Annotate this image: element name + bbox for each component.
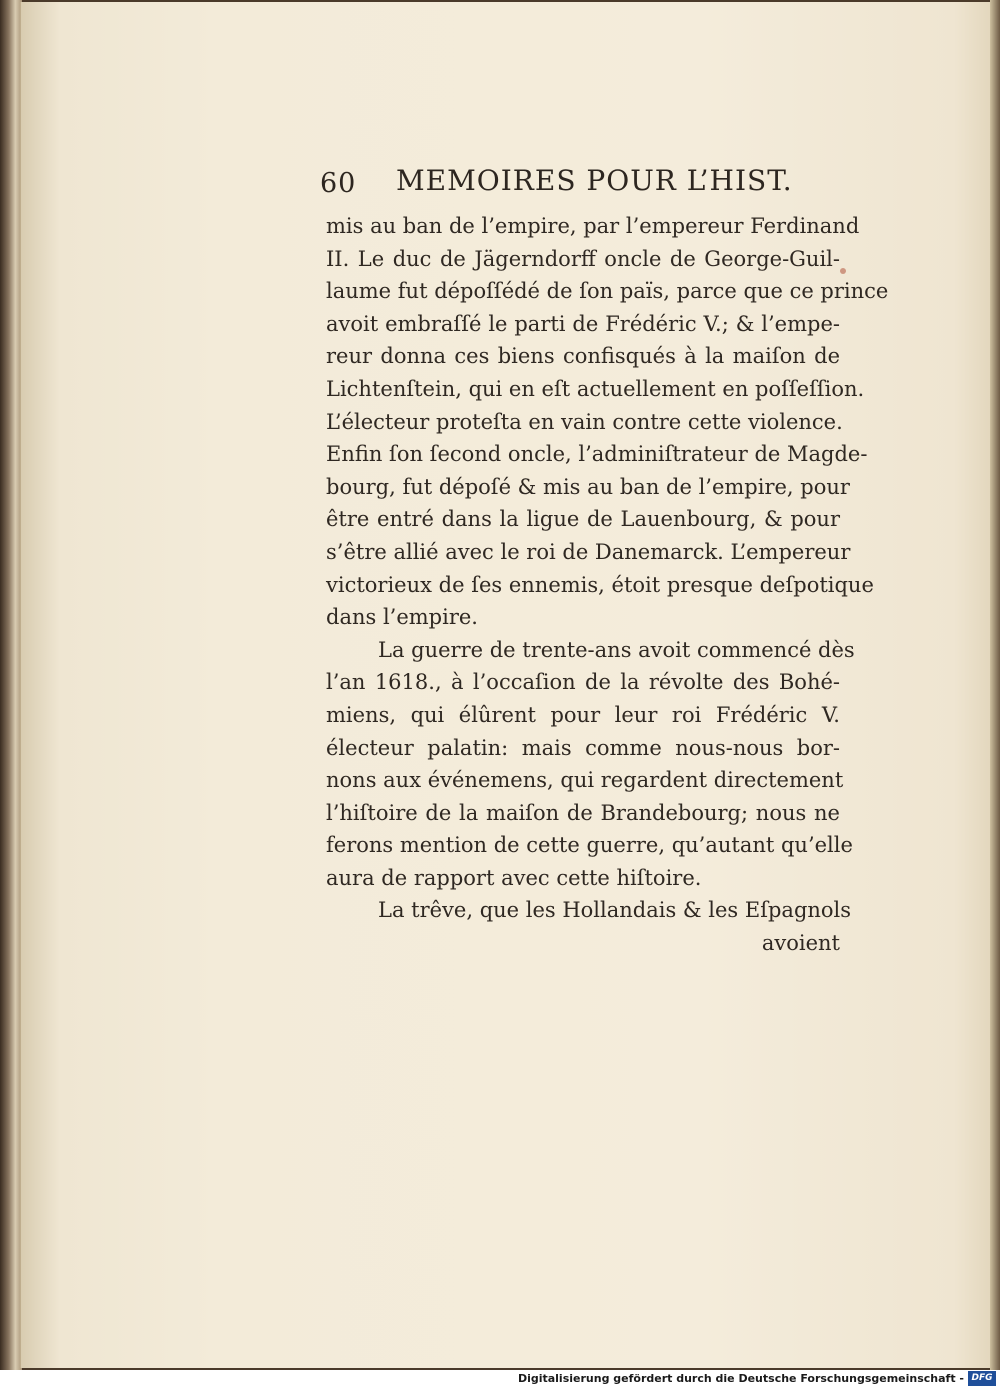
paragraph-start-line: La guerre de trente-ans avoit commencé dès <box>378 637 855 662</box>
text-line: avoit embraſſé le parti de Frédéric V.; & l’empe- <box>326 311 840 336</box>
text-line: s’être allié avec le roi de Danemarck. L’empereur <box>326 539 851 564</box>
text-line: II. Le duc de Jägerndorff oncle de George-Guil- <box>326 246 840 271</box>
text-line: électeur palatin: mais comme nous-nous bor- <box>326 735 840 760</box>
text-line: mis au ban de l’empire, par l’empereur Ferdinand <box>326 214 860 238</box>
text-line: être entré dans la ligue de Lauenbourg, & pour <box>326 507 840 532</box>
book-page-edges <box>0 0 22 1370</box>
text-line: l’an 1618., à l’occaſion de la révolte des Bohé- <box>326 670 840 695</box>
text-line: victorieux de ſes ennemis, étoit presque deſpotique <box>326 572 874 597</box>
text-line: dans l’empire. <box>326 605 478 630</box>
text-line: aura de rapport avec cette hiſtoire. <box>326 865 702 890</box>
running-head: MEMOIRES POUR L’HIST. <box>396 164 793 197</box>
paragraph-start-line: La trêve, que les Hollandais & les Eſpagnols <box>378 898 852 923</box>
page-header <box>320 164 840 204</box>
text-line: laume fut dépoſſédé de ſon païs, parce que ce prince <box>326 279 889 304</box>
text-line: ferons mention de cette guerre, qu’autant qu’elle <box>326 833 853 858</box>
page-number: 60 <box>320 168 357 199</box>
text-line: Lichtenſtein, qui en eſt actuellement en poſſeſſion. <box>326 376 865 401</box>
book-right-edge <box>990 0 1000 1370</box>
text-line: L’électeur proteſta en vain contre cette violence. <box>326 409 843 434</box>
text-line: bourg, fut dépoſé & mis au ban de l’empire, pour <box>326 474 850 499</box>
text-line: Enfin ſon ſecond oncle, l’adminiſtrateur de Magde- <box>326 442 868 467</box>
text-line: nons aux événemens, qui regardent directement <box>326 768 844 793</box>
dfg-logo: DFG <box>968 1371 996 1386</box>
footer-credit: Digitalisierung gefördert durch die Deutsche Forschungsgemeinschaft - <box>517 1372 964 1385</box>
text-line: l’hiſtoire de la maiſon de Brandebourg; nous ne <box>326 800 840 825</box>
catchword: avoient <box>761 931 840 956</box>
text-line: miens, qui élûrent pour leur roi Frédéric V. <box>326 702 840 727</box>
text-line: reur donna ces biens confisqués à la maiſon de <box>326 344 840 369</box>
paper-stain <box>840 268 846 274</box>
body-text <box>326 210 889 960</box>
